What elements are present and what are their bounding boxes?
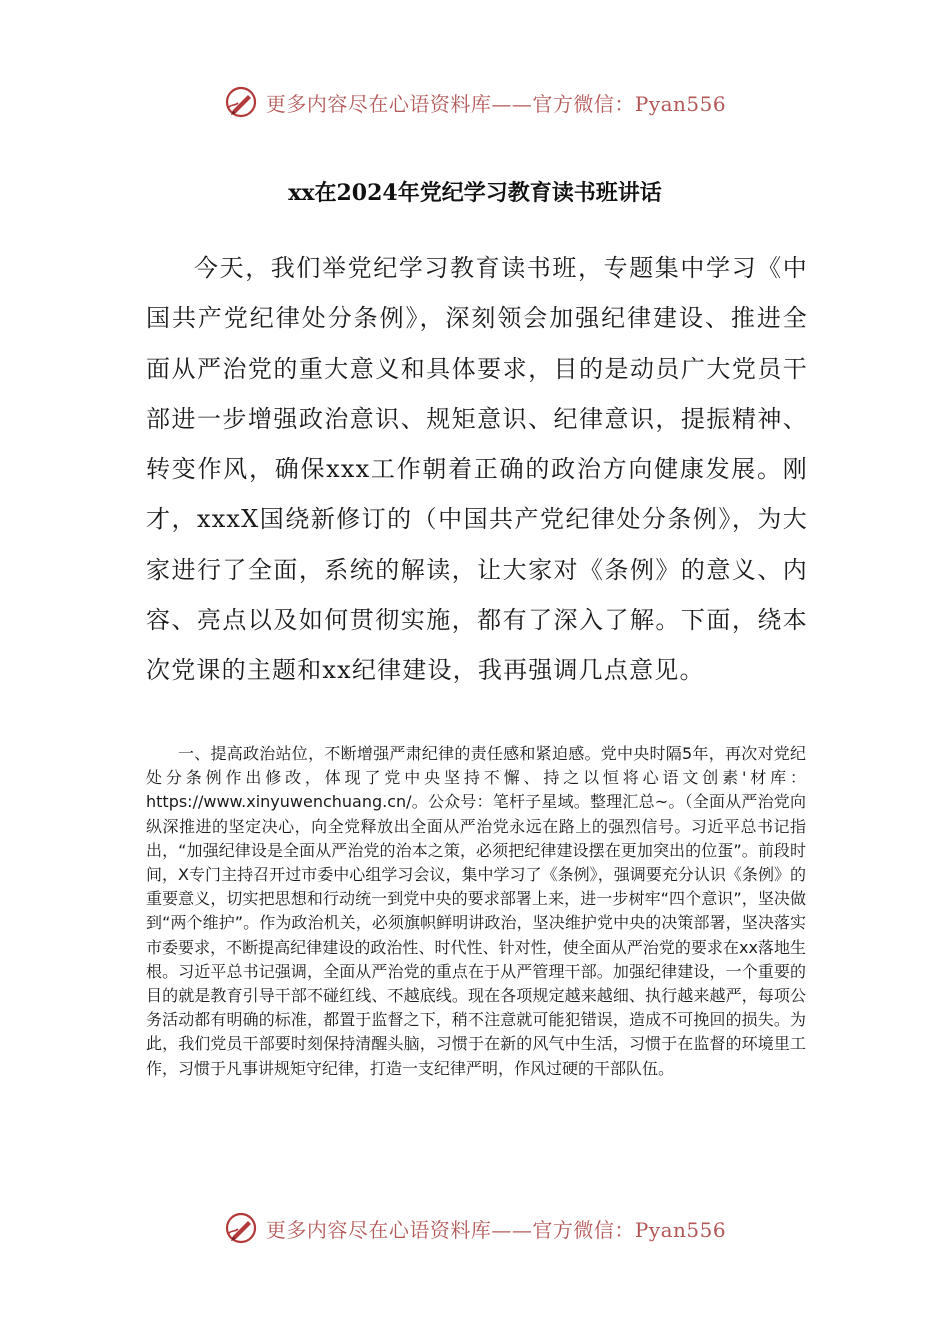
header-banner bbox=[0, 80, 950, 124]
pen-logo-icon bbox=[224, 85, 258, 119]
header-banner-contact-label: 官方微信： bbox=[532, 91, 635, 116]
footer-banner-contact-label: 官方微信： bbox=[532, 1217, 635, 1242]
header-banner-content bbox=[224, 85, 726, 119]
document-title: xx在2024年党纪学习教育读书班讲话 bbox=[288, 180, 662, 206]
header-banner-contact-id: Pyan556 bbox=[634, 91, 727, 116]
footer-banner-contact-id: Pyan556 bbox=[634, 1217, 727, 1242]
footer-banner-content bbox=[224, 1211, 726, 1245]
footer-banner-slogan: 更多内容尽在心语资料库 bbox=[265, 1217, 492, 1242]
footer-banner-text bbox=[266, 1214, 726, 1243]
header-banner-separator: —— bbox=[491, 91, 533, 116]
section-one-paragraph: 一、提高政治站位，不断增强严肃纪律的责任感和紧迫感。党中央时隔5年，再次对党纪处分条例作出修改，体现了党中央坚持不懈、持之以恒将心语文创素'材库：https://www.xinyuwenchuang.cn/。公众号：笔杆子星域。整理汇总~。（全面从严治党向纵深推进的坚定决心，向全党释放出全面从严治党永远在路上的强烈信号。习近平总书记指出，“加强纪律设是全面从严治党的治本之策，必须把纪律建设摆在更加突出的位蛋”。前段时间，X专门主持召开过市委中心组学习会议，集中学习了《条例》，强调要充分认识《条例》的重要意义，切实把思想和行动统一到党中央的要求部署上来，进一步树牢“四个意识”，坚决做到“两个维护”。作为政治机关，必须旗帜鲜明讲政治，坚决维护党中央的决策部署，坚决落实市委要求，不断提高纪律建设的政治性、时代性、针对性，使全面从严治党的要求在xx落地生根。习近平总书记强调，全面从严治党的重点在于从严管理干部。加强纪律建设，一个重要的目的就是教育引导干部不碰红线、不越底线。现在各项规定越来越细、执行越来越严，每项公务活动都有明确的标准，都置于监督之下，稍不注意就可能犯错误，造成不可挽回的损失。为此，我们党员干部要时刻保持清醒头脑，习惯于在新的风气中生活，习惯于在监督的环境里工作，习惯于凡事讲规矩守纪律，打造一支纪律严明，作风过硬的干部队伍。 bbox=[146, 744, 806, 1078]
header-banner-text bbox=[266, 88, 726, 117]
header-banner-slogan: 更多内容尽在心语资料库 bbox=[265, 91, 492, 116]
footer-banner-separator: —— bbox=[491, 1217, 533, 1242]
intro-paragraph: 今天，我们举党纪学习教育读书班，专题集中学习《中国共产党纪律处分条例》，深刻领会加强纪律建设、推进全面从严治党的重大意义和具体要求，目的是动员广大党员干部进一步增强政治意识、规矩意识、纪律意识，提振精神、转变作风，确保xxx工作朝着正确的政治方向健康发展。刚才，xxxX国绕新修订的（中国共产党纪律处分条例》，为大家进行了全面，系统的解读，让大家对《条例》的意义、内容、亮点以及如何贯彻实施，都有了深入了解。下面，绕本次党课的主题和xx纪律建设，我再强调几点意见。 bbox=[146, 254, 808, 685]
footer-banner bbox=[0, 1206, 950, 1250]
pen-logo-icon bbox=[224, 1211, 258, 1245]
